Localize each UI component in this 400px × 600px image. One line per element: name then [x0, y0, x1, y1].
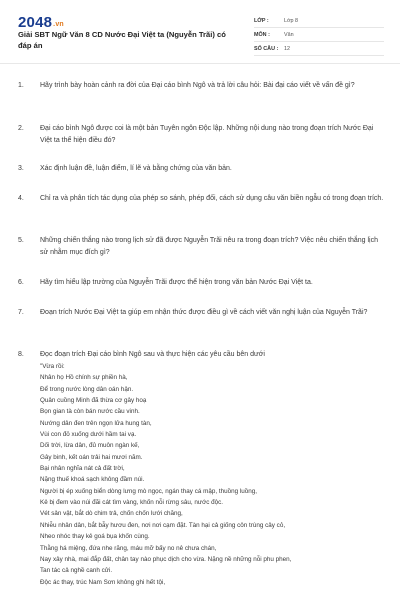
excerpt-line: Bọn gian tà còn bán nước cầu vinh. [40, 408, 140, 416]
question-number: 5. [18, 237, 24, 244]
meta-label: MÔN : [254, 31, 270, 38]
question-number: 2. [18, 125, 24, 132]
question-item [18, 235, 384, 258]
meta-value: Văn [284, 31, 294, 38]
excerpt-line: Nướng dân đen trên ngọn lửa hung tàn, [40, 419, 152, 427]
question-item [18, 193, 384, 205]
logo-text: 2048 [18, 14, 53, 31]
excerpt-line: Dối trời, lừa dân, đủ muôn ngàn kế, [40, 442, 140, 450]
page-title: Giải SBT Ngữ Văn 8 CD Nước Đại Việt ta (Nguyễn Trãi) có đáp án [18, 30, 226, 50]
excerpt-line: Thằng há miệng, đứa nhe răng, máu mỡ bấy no nê chưa chán, [40, 544, 217, 552]
excerpt-line: Nheo nhóc thay kẻ goá bụa khốn cùng. [40, 533, 150, 541]
question-text: Đại cáo bình Ngô được coi là một bản Tuyên ngôn Độc lập. Những nội dung nào trong đoạn trích Nước Đại Việt ta thể hiện điều đó? [40, 125, 374, 144]
excerpt-line: Quân cuồng Minh đã thừa cơ gây hoạ [40, 397, 147, 405]
meta-value: Lớp 8 [284, 17, 299, 24]
excerpt-line: Vùi con đỏ xuống dưới hầm tai vạ. [40, 431, 137, 439]
question-number: 3. [18, 165, 24, 172]
document-meta [254, 14, 384, 56]
excerpt-line: Người bị ép xuống biển dòng lưng mò ngọc, ngán thay cá mập, thuồng luồng, [40, 487, 258, 495]
question-text: Đọc đoạn trích Đại cáo bình Ngô sau và thực hiện các yêu cầu bên dưới [40, 351, 265, 358]
question-text: Những chiến thắng nào trong lịch sử đã được Nguyễn Trãi nêu ra trong đoạn trích? Việc nêu chiến thắng lịch sử nhằm mục đích gì? [40, 237, 379, 256]
question-text: Chỉ ra và phân tích tác dụng của phép so sánh, phép đối, cách sử dụng câu văn biền ngẫu có trong đoạn trích. [40, 195, 384, 202]
excerpt-line: Vét sản vật, bắt dò chim trả, chốn chốn lưới chăng, [40, 510, 183, 518]
excerpt-block [40, 361, 384, 588]
question-text: Xác định luận đề, luận điểm, lí lẽ và bằng chứng của văn bản. [40, 165, 232, 172]
excerpt-line: Gây binh, kết oán trải hai mươi năm. [40, 453, 143, 461]
question-item [18, 349, 384, 361]
logo-domain: .vn [53, 21, 64, 28]
question-number: 8. [18, 351, 24, 358]
excerpt-line: Nay xây nhà, mai đắp đất, chân tay nào phục dịch cho vừa. Nặng nề những nỗi phu phen, [40, 555, 292, 563]
question-item [18, 123, 384, 146]
excerpt-line: Để trong nước lòng dân oán hận. [40, 385, 134, 393]
question-text: Hãy tìm hiểu lập trường của Nguyễn Trãi được thể hiện trong văn bản Nước Đại Việt ta. [40, 279, 313, 286]
page-header [0, 0, 400, 62]
question-number: 4. [18, 195, 24, 202]
excerpt-line: Độc ác thay, trúc Nam Sơn không ghi hết tội, [40, 578, 166, 586]
meta-value: 12 [284, 45, 290, 52]
meta-row-subject [254, 28, 384, 42]
question-text: Đoạn trích Nước Đại Việt ta giúp em nhận thức được điều gì về cách viết văn nghị luận của Nguyễn Trãi? [40, 309, 368, 316]
site-logo[interactable] [18, 14, 64, 31]
excerpt-line: "Vừa rồi: [40, 363, 65, 370]
question-number: 7. [18, 309, 24, 316]
meta-row-grade [254, 14, 384, 28]
question-item [18, 277, 384, 289]
excerpt-line: Nhân họ Hồ chính sự phiền hà, [40, 374, 128, 382]
excerpt-line: Nặng thuế khoá sạch không đầm núi. [40, 476, 145, 484]
meta-label: SỐ CÂU : [254, 45, 279, 52]
excerpt-line: Kẻ bị đem vào núi đãi cát tìm vàng, khốn nỗi rừng sâu, nước độc. [40, 499, 224, 507]
meta-row-count [254, 42, 384, 56]
excerpt-line: Nhiễu nhân dân, bắt bẫy hươu đen, nơi nơi cạm đặt. Tàn hại cả giống côn trùng cây cỏ, [40, 521, 286, 529]
question-item [18, 163, 384, 175]
meta-label: LỚP : [254, 17, 269, 24]
question-number: 1. [18, 82, 24, 89]
question-text: Hãy trình bày hoàn cảnh ra đời của Đại cáo bình Ngô và trả lời câu hỏi: Bài đại cáo viết về vấn đề gì? [40, 82, 355, 89]
question-item [18, 307, 384, 319]
excerpt-line: Tan tác cả nghề canh cửi. [40, 567, 113, 575]
excerpt-line: Bại nhân nghĩa nát cả đất trời, [40, 465, 125, 473]
header-divider [0, 63, 400, 64]
question-item [18, 80, 384, 92]
question-number: 6. [18, 279, 24, 286]
